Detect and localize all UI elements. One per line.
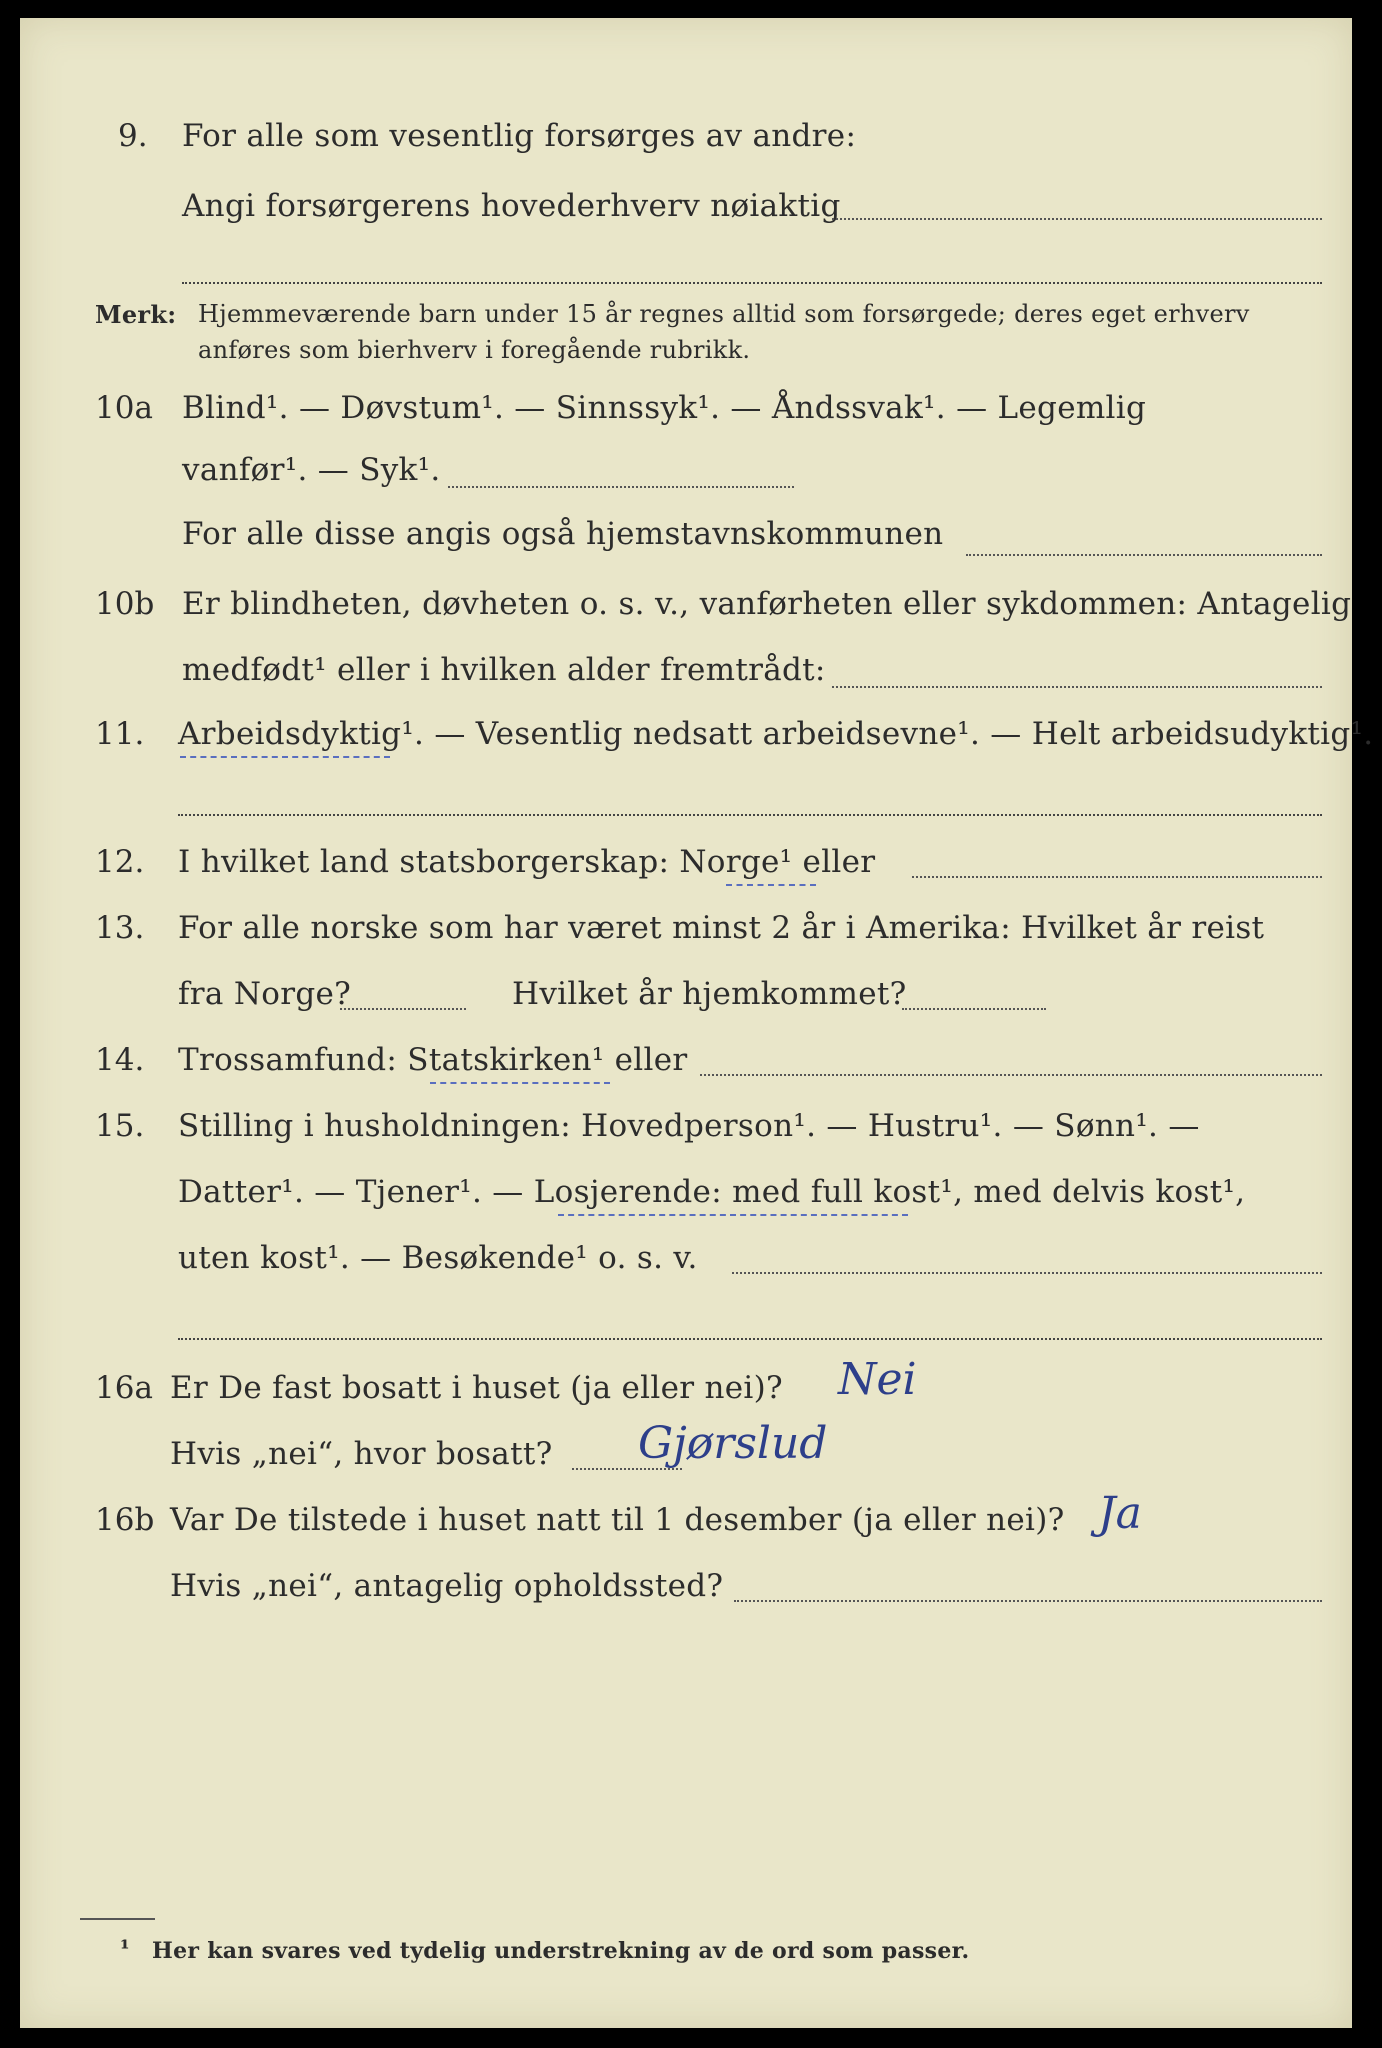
q12-line1: I hvilket land statsborgerskap: Norge¹ eller	[178, 844, 876, 880]
q15-line1: Stilling i husholdningen: Hovedperson¹. — Hustru¹. — Sønn¹. —	[178, 1108, 1200, 1144]
q15-underline-mark	[558, 1208, 908, 1216]
q16a-line2: Hvis „nei“, hvor bosatt?	[170, 1436, 553, 1472]
footnote-rule	[80, 1918, 155, 1920]
q10b-line2: medfødt¹ eller i hvilken alder fremtrådt:	[182, 652, 826, 688]
q10b-line1: Er blindheten, døvheten o. s. v., vanførheten eller sykdommen: Antagelig	[182, 586, 1352, 622]
q11-number: 11.	[95, 716, 145, 752]
q15-answer-line	[732, 1272, 1322, 1274]
q13-line2a: fra Norge?	[178, 976, 352, 1012]
merk-label: Merk:	[95, 300, 177, 329]
q10a-line1: Blind¹. — Døvstum¹. — Sinnssyk¹. — Åndssvak¹. — Legemlig	[182, 390, 1147, 426]
q15-line3: uten kost¹. — Besøkende¹ o. s. v.	[178, 1240, 698, 1276]
q13-number: 13.	[95, 910, 145, 946]
q9-answer-line-2	[182, 282, 1322, 284]
merk-line1: Hjemmeværende barn under 15 år regnes alltid som forsørgede; deres eget erhverv	[198, 300, 1250, 328]
q11-underline-mark	[180, 750, 390, 758]
q10a-answer-line-2	[966, 554, 1322, 556]
q12-number: 12.	[95, 844, 145, 880]
q14-answer-line	[700, 1074, 1322, 1076]
q16b-answer-line	[734, 1600, 1322, 1602]
q15-number: 15.	[95, 1108, 145, 1144]
q13-year-left-line	[340, 1008, 466, 1010]
q9-line1: For alle som vesentlig forsørges av andre:	[182, 118, 857, 154]
q14-number: 14.	[95, 1042, 145, 1078]
q16b-line2: Hvis „nei“, antagelig opholdssted?	[170, 1568, 724, 1604]
q11-answer-line	[178, 814, 1322, 816]
footnote-mark: ¹	[120, 1936, 130, 1962]
q10b-number: 10b	[95, 586, 155, 622]
q10a-line3: For alle disse angis også hjemstavnskommunen	[182, 516, 944, 552]
q10a-line2: vanfør¹. — Syk¹.	[182, 452, 441, 488]
q16b-number: 16b	[95, 1502, 155, 1538]
q12-underline-mark	[726, 878, 816, 886]
census-form-page	[20, 18, 1374, 2028]
q10b-answer-line	[832, 686, 1322, 688]
q13-line1: For alle norske som har været minst 2 år i Amerika: Hvilket år reist	[178, 910, 1265, 946]
q9-line2: Angi forsørgerens hovederhverv nøiaktig	[182, 188, 841, 224]
q15-line2: Datter¹. — Tjener¹. — Losjerende: med full kost¹, med delvis kost¹,	[178, 1174, 1246, 1210]
q15-answer-line-2	[178, 1338, 1322, 1340]
q16a-handwritten-answer-2: Gjørslud	[638, 1418, 828, 1469]
q16b-handwritten-answer: Ja	[1098, 1488, 1142, 1539]
q10a-number: 10a	[95, 390, 153, 426]
q14-line1: Trossamfund: Statskirken¹ eller	[178, 1042, 688, 1078]
q16a-line1: Er De fast bosatt i huset (ja eller nei)?	[170, 1370, 783, 1406]
q16a-number: 16a	[95, 1370, 153, 1406]
q14-underline-mark	[430, 1076, 610, 1084]
q11-line1: Arbeidsdyktig¹. — Vesentlig nedsatt arbeidsevne¹. — Helt arbeidsudyktig¹.	[178, 716, 1374, 752]
q9-answer-line	[832, 218, 1322, 220]
footnote-text: Her kan svares ved tydelig understrekning av de ord som passer.	[152, 1938, 970, 1964]
q16a-handwritten-answer-1: Nei	[838, 1354, 917, 1405]
q13-year-return-line	[902, 1008, 1046, 1010]
q16b-line1: Var De tilstede i huset natt til 1 desember (ja eller nei)?	[170, 1502, 1065, 1538]
q10a-answer-line	[448, 486, 794, 488]
q9-number: 9.	[118, 118, 148, 154]
merk-line2: anføres som bierhverv i foregående rubrikk.	[198, 336, 751, 364]
q12-answer-line	[912, 876, 1322, 878]
q13-line2b: Hvilket år hjemkommet?	[512, 976, 907, 1012]
